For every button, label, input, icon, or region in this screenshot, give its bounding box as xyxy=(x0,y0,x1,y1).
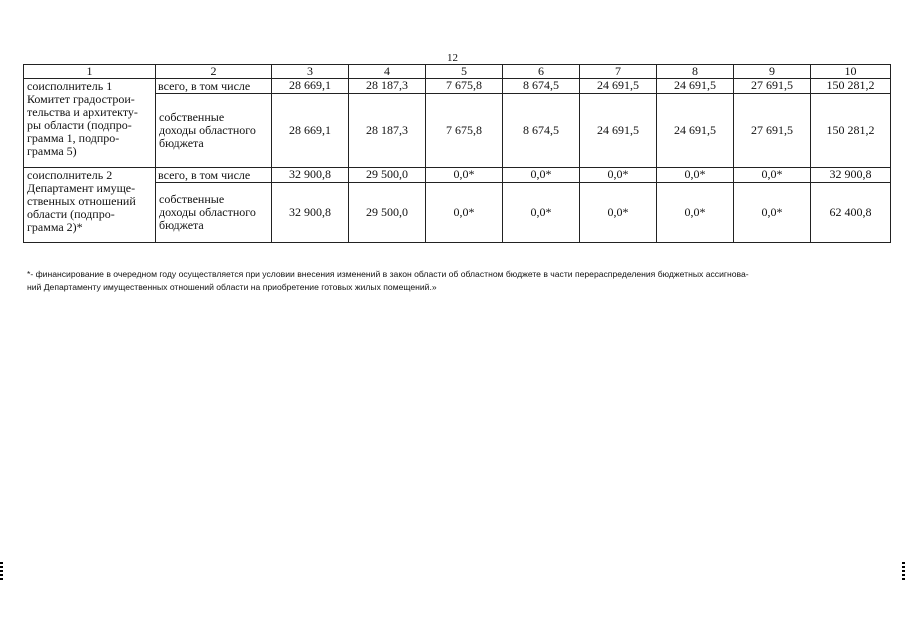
amount-cell: 0,0* xyxy=(426,168,503,183)
amount-cell: 24 691,5 xyxy=(657,79,734,94)
amount-cell: 150 281,2 xyxy=(811,79,891,94)
amount-cell: 28 187,3 xyxy=(349,94,426,168)
budget-table xyxy=(23,64,891,243)
amount-cell: 28 669,1 xyxy=(272,94,349,168)
amount-cell: 24 691,5 xyxy=(580,94,657,168)
executor-cell xyxy=(24,79,156,168)
executor-line: Комитет градострои- xyxy=(27,92,135,106)
amount-cell: 32 900,8 xyxy=(811,168,891,183)
executor-line: соисполнитель 2 xyxy=(27,168,113,182)
column-number-5: 5 xyxy=(426,65,503,79)
funding-source-line: доходы областного xyxy=(159,205,256,219)
amount-cell: 24 691,5 xyxy=(580,79,657,94)
column-number-3: 3 xyxy=(272,65,349,79)
funding-source-cell xyxy=(156,183,272,243)
column-number-1: 1 xyxy=(24,65,156,79)
column-number-10: 10 xyxy=(811,65,891,79)
amount-cell: 27 691,5 xyxy=(734,94,811,168)
footnote-line: ний Департаменту имущественных отношений области на приобретение готовых жилых помещений.» xyxy=(27,282,437,292)
executor-line: области (подпро- xyxy=(27,207,115,221)
amount-cell: 0,0* xyxy=(734,183,811,243)
amount-cell: 0,0* xyxy=(503,168,580,183)
funding-source-line: всего, в том числе xyxy=(158,167,251,182)
amount-cell: 24 691,5 xyxy=(657,94,734,168)
amount-cell: 0,0* xyxy=(503,183,580,243)
amount-cell: 0,0* xyxy=(426,183,503,243)
executor-line: ственных отношений xyxy=(27,194,136,208)
page-number: 12 xyxy=(447,52,458,64)
funding-source-line: собственные xyxy=(159,192,225,206)
table-row xyxy=(24,79,891,94)
executor-line: грамма 2)* xyxy=(27,220,83,234)
footnote-line: *- финансирование в очередном году осуществляется при условии внесения изменений в закон области об областном бюджете в части перераспределения бюджетных ассигнова- xyxy=(27,269,749,279)
column-number-row xyxy=(24,65,891,79)
amount-cell: 8 674,5 xyxy=(503,94,580,168)
column-number-9: 9 xyxy=(734,65,811,79)
column-number-2: 2 xyxy=(156,65,272,79)
column-number-7: 7 xyxy=(580,65,657,79)
amount-cell: 27 691,5 xyxy=(734,79,811,94)
amount-cell: 0,0* xyxy=(580,168,657,183)
amount-cell: 32 900,8 xyxy=(272,183,349,243)
funding-source-cell xyxy=(156,79,272,94)
footnote xyxy=(27,268,872,294)
amount-cell: 8 674,5 xyxy=(503,79,580,94)
executor-line: тельства и архитекту- xyxy=(27,105,138,119)
executor-line: грамма 5) xyxy=(27,144,77,158)
column-number-6: 6 xyxy=(503,65,580,79)
amount-cell: 32 900,8 xyxy=(272,168,349,183)
column-number-4: 4 xyxy=(349,65,426,79)
column-number-8: 8 xyxy=(657,65,734,79)
amount-cell: 29 500,0 xyxy=(349,183,426,243)
amount-cell: 62 400,8 xyxy=(811,183,891,243)
amount-cell: 29 500,0 xyxy=(349,168,426,183)
executor-line: Департамент имуще- xyxy=(27,181,136,195)
amount-cell: 0,0* xyxy=(657,183,734,243)
amount-cell: 28 187,3 xyxy=(349,79,426,94)
amount-cell: 7 675,8 xyxy=(426,94,503,168)
funding-source-line: бюджета xyxy=(159,218,204,232)
executor-line: ры области (подпро- xyxy=(27,118,132,132)
funding-source-cell xyxy=(156,168,272,183)
amount-cell: 0,0* xyxy=(580,183,657,243)
funding-source-cell xyxy=(156,94,272,168)
amount-cell: 0,0* xyxy=(734,168,811,183)
scan-edge-mark-left xyxy=(0,562,3,580)
funding-source-line: бюджета xyxy=(159,136,204,150)
table-row xyxy=(24,168,891,183)
amount-cell: 7 675,8 xyxy=(426,79,503,94)
funding-source-line: собственные xyxy=(159,110,225,124)
amount-cell: 150 281,2 xyxy=(811,94,891,168)
table-body xyxy=(24,65,891,243)
executor-cell xyxy=(24,168,156,243)
executor-line: соисполнитель 1 xyxy=(27,79,113,93)
funding-source-line: доходы областного xyxy=(159,123,256,137)
executor-line: грамма 1, подпро- xyxy=(27,131,120,145)
amount-cell: 0,0* xyxy=(657,168,734,183)
amount-cell: 28 669,1 xyxy=(272,79,349,94)
funding-source-line: всего, в том числе xyxy=(158,78,251,93)
